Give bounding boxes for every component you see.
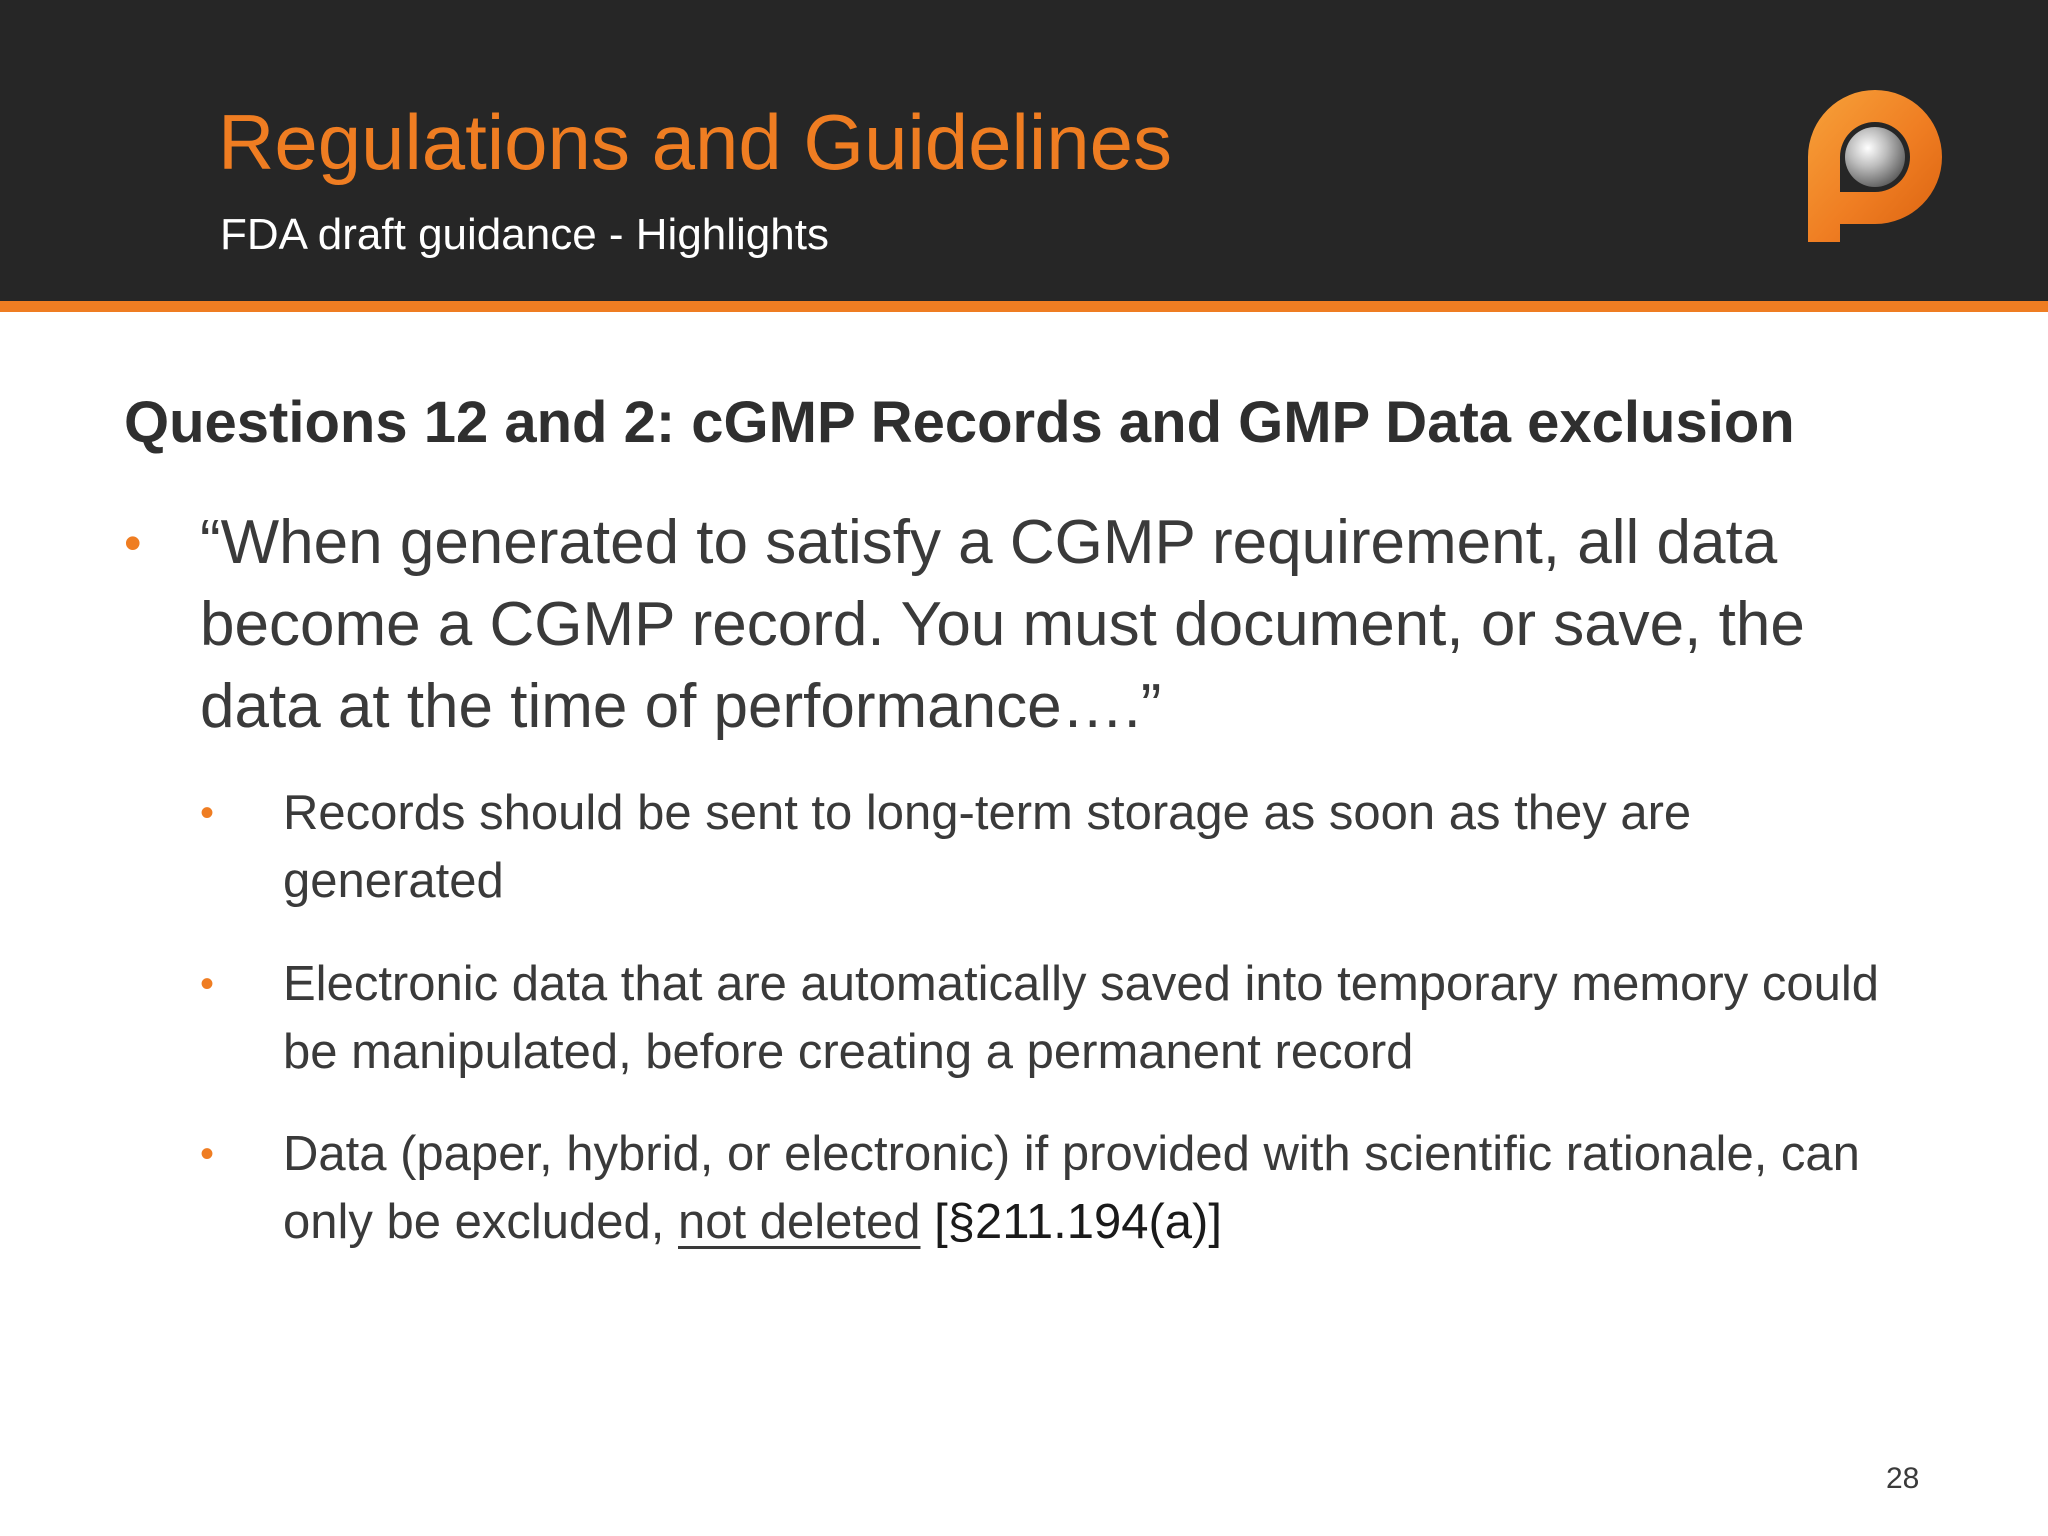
quote-text: “When generated to satisfy a CGMP requirement, all data become a CGMP record. You must document, or save, the data at the time of performance….” [200,508,1805,741]
bullet-marker: • [124,515,142,571]
slide-header [0,0,2048,301]
slide-subtitle: FDA draft guidance - Highlights [220,210,829,259]
bullet-marker: • [200,1132,215,1176]
slide-title: Regulations and Guidelines [218,98,1172,186]
company-logo-icon [1770,52,1980,262]
header-accent-rule [0,301,2048,312]
sub-bullet-text [283,1120,1923,1256]
page-number: 28 [1886,1462,1920,1495]
underlined-phrase: not deleted [678,1195,921,1249]
sub-bullet-text-lead: Data (paper, hybrid, or electronic) if provided with scientific rationale, can only be excluded, [283,1127,1860,1249]
regulation-reference: [§211.194(a)] [920,1195,1222,1249]
section-heading: Questions 12 and 2: cGMP Records and GMP Data exclusion [124,390,1795,455]
sub-bullet-text: Records should be sent to long-term storage as soon as they are generated [283,786,1692,908]
sub-bullet-text: Electronic data that are automatically saved into temporary memory could be manipulated, before creating a permanent record [283,957,1879,1079]
bullet-marker: • [200,962,215,1006]
bullet-marker: • [200,791,215,835]
